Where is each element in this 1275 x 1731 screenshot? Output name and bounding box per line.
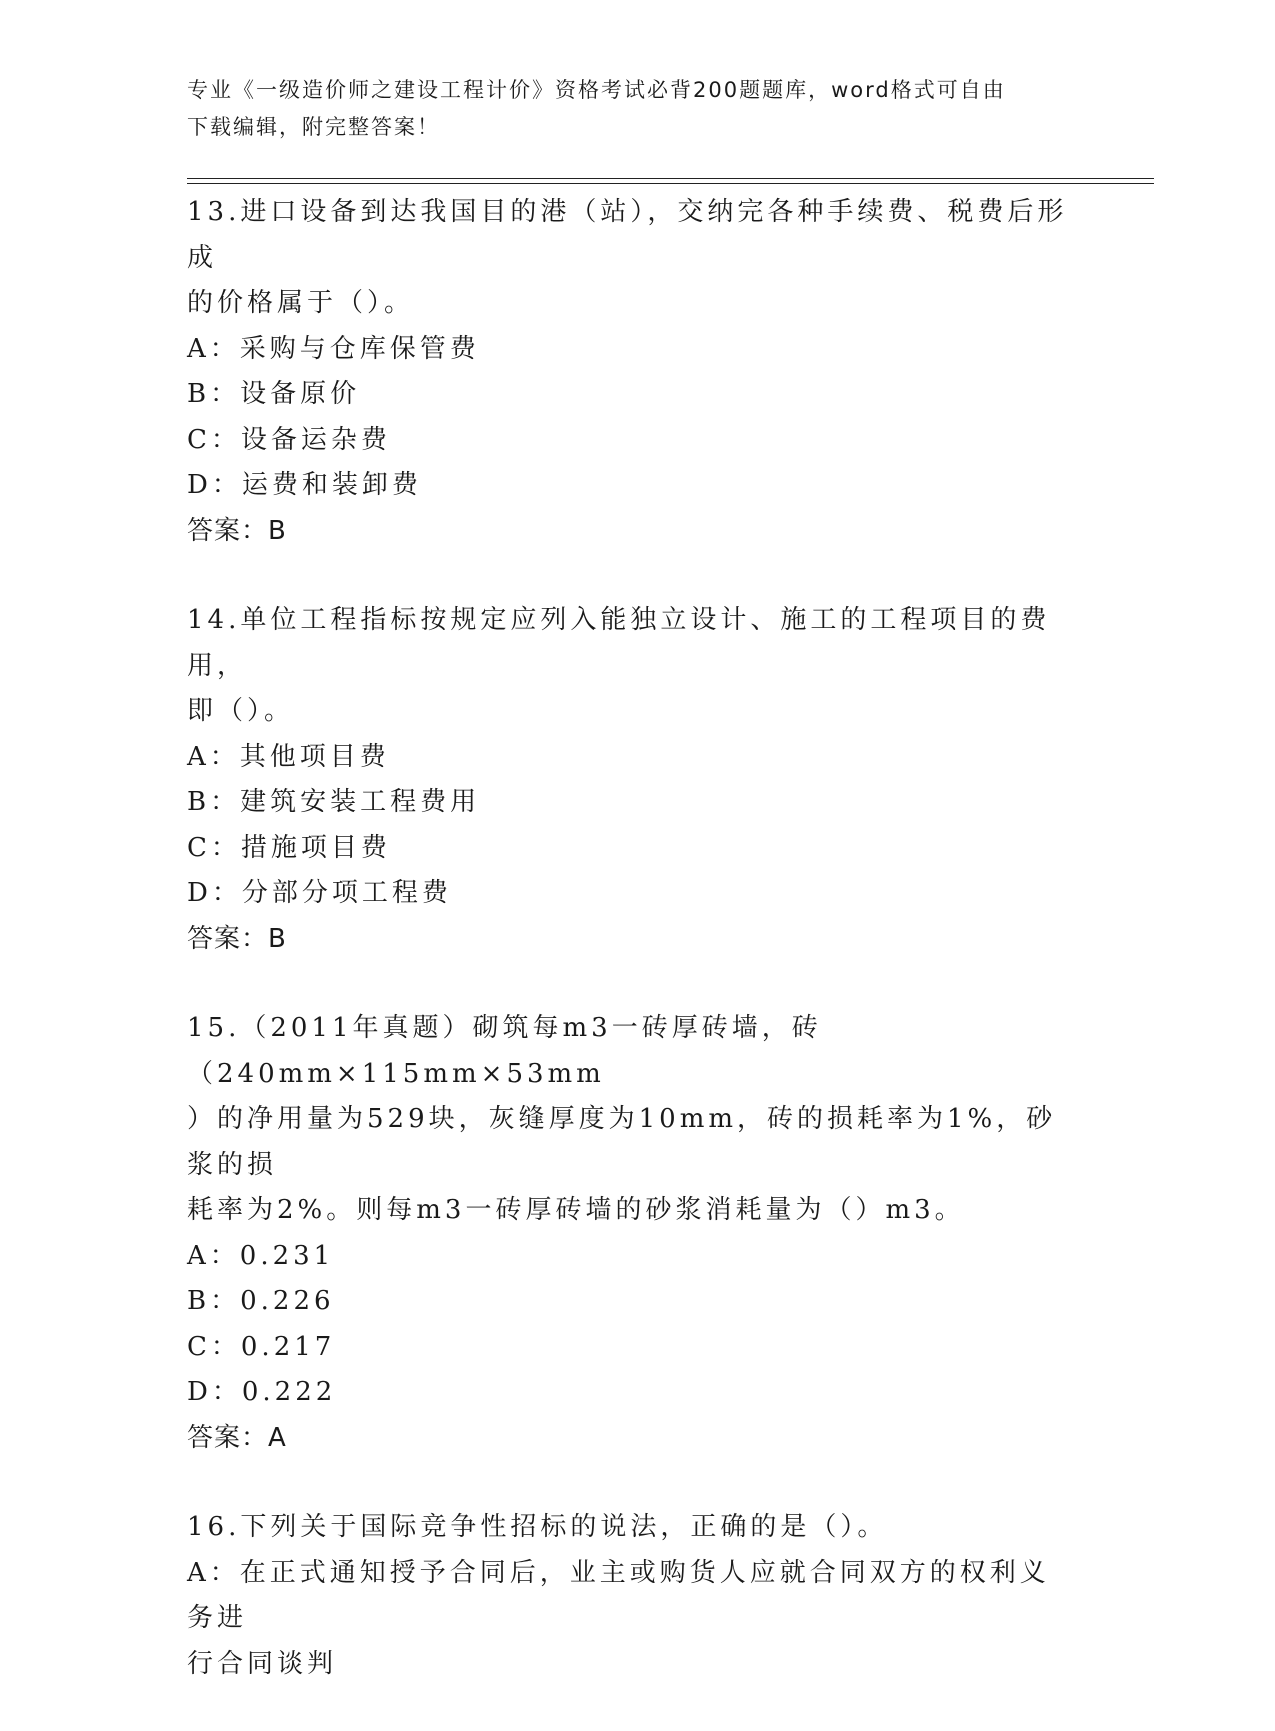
question-stem-line: 耗率为2%。则每m3一砖厚砖墙的砂浆消耗量为（）m3。 <box>187 1195 965 1225</box>
question-14 <box>187 598 1077 962</box>
option-d: D：0.222 <box>187 1377 337 1407</box>
document-header <box>187 72 1067 146</box>
header-divider-bottom <box>187 183 1154 184</box>
header-line-1: 专业《一级造价师之建设工程计价》资格考试必背200题题库，word格式可自由 <box>187 78 1006 102</box>
question-stem-line: 13.进口设备到达我国目的港（站），交纳完各种手续费、税费后形成 <box>187 197 1068 273</box>
question-16 <box>187 1505 1077 1687</box>
answer-line: 答案：B <box>187 515 287 546</box>
option-b: B：0.226 <box>187 1286 335 1316</box>
option-a: A：0.231 <box>187 1240 335 1271</box>
question-13 <box>187 190 1077 554</box>
option-a-continued: 行合同谈判 <box>187 1648 338 1679</box>
question-stem-line: 即（）。 <box>187 696 295 726</box>
option-c: C：设备运杂费 <box>187 424 391 455</box>
option-c: C：0.217 <box>187 1331 336 1362</box>
option-b: B：设备原价 <box>187 379 361 409</box>
option-a: A：在正式通知授予合同后，业主或购货人应就合同双方的权利义务进 <box>187 1557 1050 1633</box>
question-list <box>187 190 1077 1731</box>
answer-line: 答案：B <box>187 923 287 954</box>
option-d: D：分部分项工程费 <box>187 878 452 908</box>
option-d: D：运费和装卸费 <box>187 470 422 500</box>
header-divider-top <box>187 178 1154 179</box>
option-a: A：采购与仓库保管费 <box>187 333 480 364</box>
header-line-2: 下载编辑，附完整答案！ <box>187 115 440 139</box>
question-stem-line: 14.单位工程指标按规定应列入能独立设计、施工的工程项目的费用， <box>187 605 1051 681</box>
question-stem-line: 15.（2011年真题）砌筑每m3一砖厚砖墙，砖（240mm×115mm×53mm <box>187 1013 822 1089</box>
question-stem-line: 16.下列关于国际竞争性招标的说法，正确的是（）。 <box>187 1512 888 1542</box>
option-b: B：建筑安装工程费用 <box>187 787 481 817</box>
question-15 <box>187 1006 1077 1461</box>
option-a: A：其他项目费 <box>187 741 390 772</box>
question-stem-line: ）的净用量为529块，灰缝厚度为10mm，砖的损耗率为1%，砂浆的损 <box>187 1104 1057 1180</box>
answer-line: 答案：A <box>187 1422 287 1453</box>
option-c: C：措施项目费 <box>187 832 391 863</box>
question-stem-line: 的价格属于（）。 <box>187 288 415 318</box>
